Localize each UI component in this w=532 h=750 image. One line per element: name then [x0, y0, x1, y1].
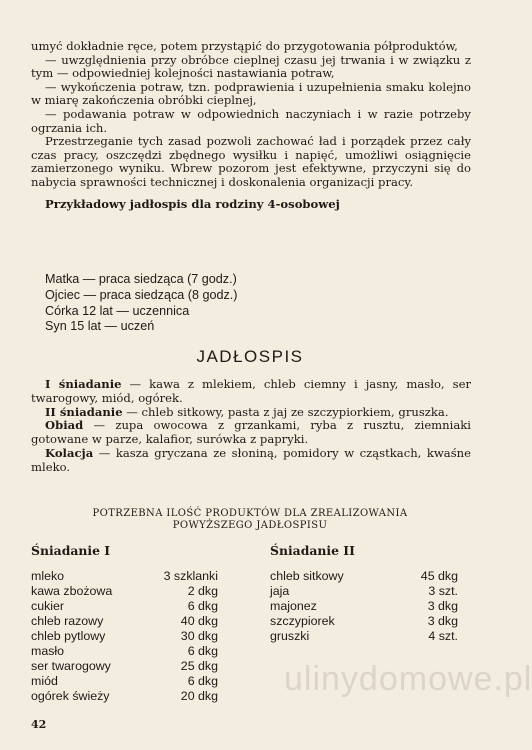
paragraph: — uwzględnienia przy obróbce cieplnej czasu jej trwania i w związku z tym — odpowiedniej kolejności nastawiania potraw,	[31, 52, 471, 81]
product-name: mleko	[31, 569, 65, 583]
menu-title: JADŁOSPIS	[196, 347, 304, 366]
product-row	[270, 614, 458, 629]
product-row	[31, 644, 218, 659]
meal	[31, 406, 471, 420]
product-row	[270, 629, 458, 644]
family-member: Córka 12 lat — uczennica	[45, 303, 190, 318]
family-member: Ojciec — praca siedząca (8 godz.)	[45, 287, 238, 302]
product-name: chleb razowy	[31, 614, 104, 628]
product-name: kawa zbożowa	[31, 584, 113, 598]
product-row	[31, 599, 218, 614]
meal-label: Kolacja	[45, 445, 94, 460]
product-quantity: 6 dkg	[187, 599, 218, 613]
product-quantity: 2 dkg	[187, 584, 218, 598]
product-quantity: 40 dkg	[180, 614, 218, 628]
family-list	[45, 272, 238, 335]
product-row	[31, 629, 218, 644]
products-table-breakfast-2	[270, 569, 458, 644]
meal	[31, 447, 471, 475]
product-quantity: 3 szklanki	[163, 569, 218, 583]
product-name: ogórek świeży	[31, 689, 110, 703]
meal-label: Obiad	[45, 418, 84, 433]
product-quantity: 6 dkg	[187, 674, 218, 688]
paragraph: Przestrzeganie tych zasad pozwoli zachować ład i porządek przez cały czas pracy, oszczędzi zbędnego wysiłku i napięć, umożliwi osiągnięcie zamierzonego wyniku. Wbrew pozorom jest efektywne, przyczyni się do nabycia sprawności technicznej i doskonalenia organizacji pracy.	[31, 134, 471, 189]
product-row	[31, 584, 218, 599]
page-number: 42	[31, 718, 47, 731]
product-row	[270, 569, 458, 584]
product-name: chleb sitkowy	[270, 569, 344, 583]
product-row	[270, 599, 458, 614]
product-name: masło	[31, 644, 65, 658]
product-quantity: 4 szt.	[428, 629, 458, 643]
product-row	[31, 659, 218, 674]
menu-list	[31, 378, 471, 475]
column-title-breakfast-1: Śniadanie I	[31, 543, 111, 558]
paragraph: — podawania potraw w odpowiednich naczyniach i w razie potrzeby ogrzania ich.	[31, 106, 471, 135]
product-row	[31, 614, 218, 629]
product-name: szczypiorek	[270, 614, 335, 628]
product-name: majonez	[270, 599, 317, 613]
product-row	[31, 689, 218, 704]
product-name: gruszki	[270, 629, 310, 643]
meal	[31, 378, 471, 406]
meal-label: II śniadanie	[45, 404, 123, 419]
product-quantity: 45 dkg	[420, 569, 458, 583]
product-quantity: 3 dkg	[427, 614, 458, 628]
product-quantity: 20 dkg	[180, 689, 218, 703]
product-row	[31, 569, 218, 584]
meal-text: — zupa owocowa z grzankami, ryba z rusztu, ziemniaki gotowane w parze, kalafior, surówka z papryki.	[31, 418, 471, 447]
product-name: miód	[31, 674, 58, 688]
product-name: ser twarogowy	[31, 659, 111, 673]
meal	[31, 419, 471, 447]
paragraph: umyć dokładnie ręce, potem przystąpić do przygotowania półproduktów,	[31, 39, 458, 53]
meal-text: — chleb sitkowy, pasta z jaj ze szczypiorkiem, gruszka.	[122, 404, 449, 419]
section-heading: Przykładowy jadłospis dla rodziny 4-osobowej	[45, 196, 340, 211]
product-name: jaja	[270, 584, 290, 598]
product-quantity: 6 dkg	[187, 644, 218, 658]
product-quantity: 25 dkg	[180, 659, 218, 673]
watermark: ulinydomowe.pl	[284, 660, 532, 698]
product-name: cukier	[31, 599, 65, 613]
product-name: chleb pytlowy	[31, 629, 106, 643]
family-member: Syn 15 lat — uczeń	[45, 319, 155, 334]
products-table-breakfast-1	[31, 569, 218, 704]
family-member: Matka — praca siedząca (7 godz.)	[45, 272, 237, 286]
meal-label: I śniadanie	[45, 377, 122, 391]
meal-text: — kawa z mlekiem, chleb ciemny i jasny, masło, ser twarogowy, miód, ogórek.	[31, 377, 471, 405]
meal-text: — kasza gryczana ze słoniną, pomidory w cząstkach, kwaśne mleko.	[31, 445, 471, 474]
product-row	[270, 584, 458, 599]
body-text	[31, 40, 471, 211]
paragraph: — wykończenia potraw, tzn. podprawienia i uzupełnienia smaku kolejno w miarę zakończenia obróbki cieplnej,	[31, 79, 471, 108]
column-title-breakfast-2: Śniadanie II	[270, 543, 355, 558]
product-row	[31, 674, 218, 689]
product-quantity: 3 szt.	[428, 584, 458, 598]
product-quantity: 30 dkg	[180, 629, 218, 643]
products-heading: POTRZEBNA ILOŚĆ PRODUKTÓW DLA ZREALIZOWANIA POWYŻSZEGO JADŁOSPISU	[92, 508, 408, 531]
product-quantity: 3 dkg	[427, 599, 458, 613]
